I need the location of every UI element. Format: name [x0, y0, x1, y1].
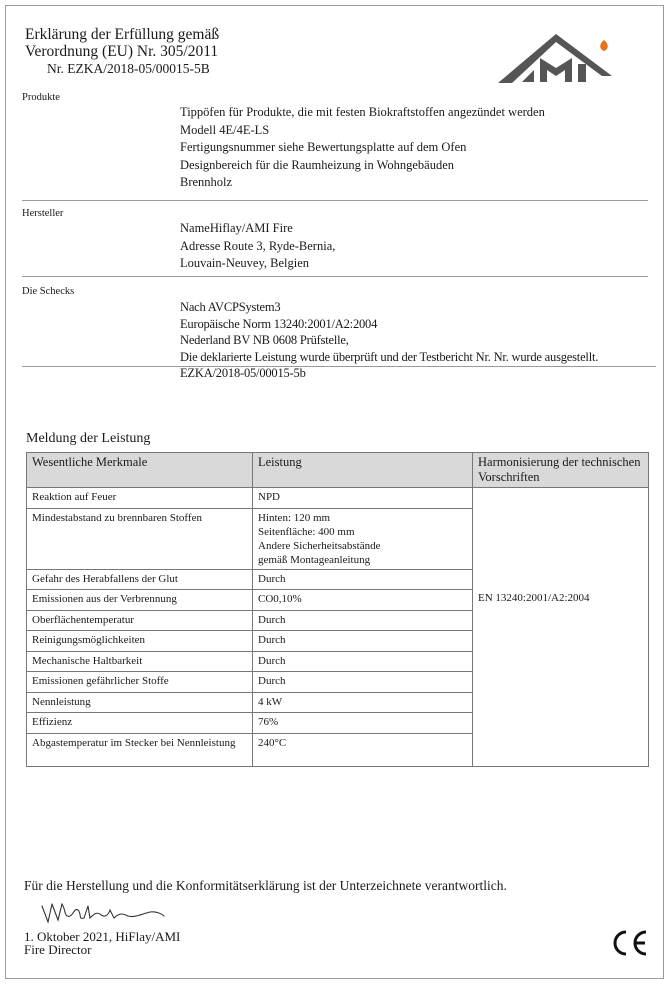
ami-house-logo-icon: [494, 28, 616, 86]
feature-cell: Gefahr des Herabfallens der Glut: [27, 569, 253, 590]
feature-cell: Effizienz: [27, 713, 253, 734]
checks-line: EZKA/2018-05/00015-5b: [180, 366, 306, 380]
header-performance: Leistung: [253, 453, 473, 488]
table-header-row: [27, 453, 649, 488]
checks-body: [180, 299, 598, 382]
checks-line: Nach AVCPSystem3: [180, 300, 281, 314]
products-line: Modell 4E/4E-LS: [180, 122, 270, 137]
header-features: Wesentliche Merkmale: [27, 453, 253, 488]
value-cell: Durch: [253, 610, 473, 631]
performance-title: Meldung der Leistung: [26, 431, 151, 446]
value-cell: 240°C: [253, 733, 473, 766]
feature-cell: Abgastemperatur im Stecker bei Nennleistung: [27, 733, 253, 766]
value-cell: 76%: [253, 713, 473, 734]
products-body: [180, 104, 545, 192]
responsibility-statement: Für die Herstellung und die Konformitätserklärung ist der Unterzeichnete verantwortlich.: [24, 878, 507, 893]
checks-line: Nederland BV NB 0608 Prüfstelle,: [180, 333, 349, 347]
value-cell: 4 kW: [253, 692, 473, 713]
value-cell: CO0,10%: [253, 590, 473, 611]
manufacturer-line: NameHiflay/AMI Fire: [180, 221, 293, 235]
value-cell: NPD: [253, 488, 473, 509]
feature-cell: Oberflächentemperatur: [27, 610, 253, 631]
value-line: Seitenfläche: 400 mm: [258, 525, 355, 538]
title-line-2: Verordnung (EU) Nr. 305/2011: [25, 43, 219, 60]
value-cell: [253, 508, 473, 569]
signature-block: [24, 930, 180, 956]
feature-cell: Emissionen gefährlicher Stoffe: [27, 672, 253, 693]
feature-cell: Mindestabstand zu brennbaren Stoffen: [27, 508, 253, 569]
manufacturer-body: [180, 220, 335, 273]
feature-cell: Mechanische Haltbarkeit: [27, 651, 253, 672]
feature-cell: Nennleistung: [27, 692, 253, 713]
declaration-number: Nr. EZKA/2018-05/00015-5B: [47, 61, 210, 76]
document-title: [25, 26, 219, 77]
checks-line: Europäische Norm 13240:2001/A2:2004: [180, 316, 378, 331]
value-cell: Durch: [253, 631, 473, 652]
value-line: Andere Sicherheitsabstände: [258, 539, 381, 552]
title-line-1: Erklärung der Erfüllung gemäß: [25, 26, 220, 43]
value-line: gemäß Montageanleitung: [258, 553, 371, 566]
table-row: [27, 488, 649, 509]
ce-mark-icon: [611, 929, 649, 957]
section-label-products: Produkte: [22, 92, 60, 103]
section-label-manufacturer: Hersteller: [22, 208, 64, 219]
value-cell: Durch: [253, 672, 473, 693]
section-divider: [22, 200, 648, 201]
value-line: Hinten: 120 mm: [258, 511, 331, 524]
products-line: Tippöfen für Produkte, die mit festen Biokraftstoffen angezündet werden: [180, 105, 545, 119]
section-divider: [22, 276, 648, 277]
value-cell: Durch: [253, 569, 473, 590]
signatory-role: Fire Director: [24, 942, 92, 957]
feature-cell: Reinigungsmöglichkeiten: [27, 631, 253, 652]
performance-table: [26, 452, 649, 767]
products-line: Designbereich für die Raumheizung in Wohngebäuden: [180, 157, 455, 172]
header-harmonization: Harmonisierung der technischen Vorschriften: [473, 453, 649, 488]
section-label-checks: Die Schecks: [22, 286, 75, 297]
feature-cell: Emissionen aus der Verbrennung: [27, 590, 253, 611]
harmonization-cell: EN 13240:2001/A2:2004: [473, 488, 649, 767]
checks-line: Die deklarierte Leistung wurde überprüft und der Testbericht Nr. Nr. wurde ausgestellt.: [180, 349, 599, 364]
value-cell: Durch: [253, 651, 473, 672]
signature-date: 1. Oktober 2021, HiFlay/AMI: [24, 929, 181, 944]
feature-cell: Reaktion auf Feuer: [27, 488, 253, 509]
products-line: Brennholz: [180, 175, 233, 189]
manufacturer-line: Adresse Route 3, Ryde-Bernia,: [180, 238, 336, 253]
section-divider: [22, 366, 656, 367]
handwritten-signature-icon: [38, 896, 168, 928]
products-line: Fertigungsnummer siehe Bewertungsplatte auf dem Ofen: [180, 140, 467, 154]
manufacturer-line: Louvain-Neuvey, Belgien: [180, 256, 310, 270]
